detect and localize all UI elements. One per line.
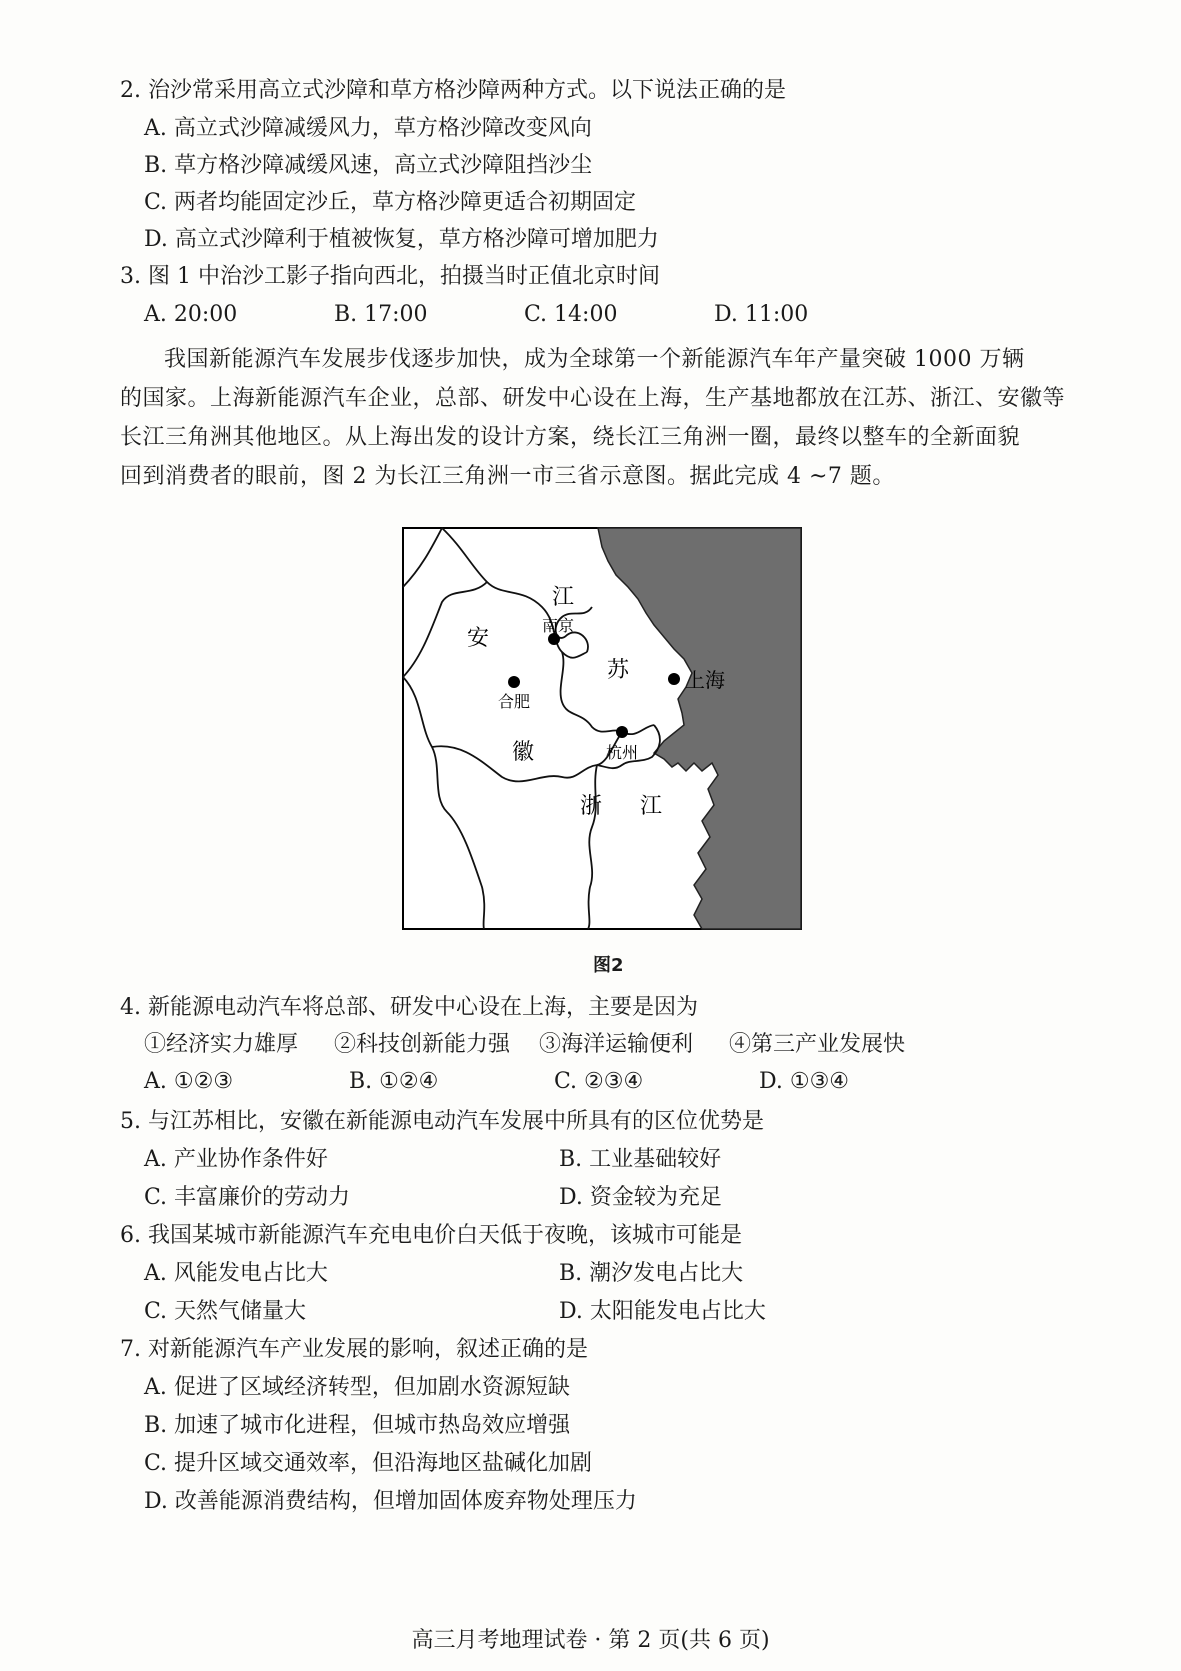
page-footer: 高三月考地理试卷 · 第 2 页(共 6 页) xyxy=(411,1628,770,1653)
question-5-option-a: A. 产业协作条件好 xyxy=(144,1147,328,1172)
question-5-option-b: B. 工业基础较好 xyxy=(559,1147,722,1172)
yangtze-delta-map xyxy=(402,527,802,930)
question-7-option-d: D. 改善能源消费结构，但增加固体废弃物处理压力 xyxy=(144,1489,637,1514)
label-hangzhou: 杭州 xyxy=(606,743,639,762)
question-2-option-a: A. 高立式沙障减缓风力，草方格沙障改变风向 xyxy=(144,116,592,141)
label-jiang-south: 江 xyxy=(640,794,663,819)
intro-line-4: 回到消费者的眼前，图 2 为长江三角洲一市三省示意图。据此完成 4 ~7 题。 xyxy=(120,464,895,489)
label-hui: 徽 xyxy=(512,740,535,765)
question-4-option-c: C. ②③④ xyxy=(554,1069,644,1094)
intro-paragraph xyxy=(120,340,1080,496)
question-6-options-row2 xyxy=(144,1297,766,1327)
question-5-option-d: D. 资金较为充足 xyxy=(559,1185,722,1210)
question-6-option-a: A. 风能发电占比大 xyxy=(144,1261,328,1286)
question-4-option-d: D. ①③④ xyxy=(759,1069,850,1094)
map-svg xyxy=(402,527,802,930)
question-7-option-b: B. 加速了城市化进程，但城市热岛效应增强 xyxy=(144,1413,571,1438)
question-5-option-c: C. 丰富廉价的劳动力 xyxy=(144,1185,351,1210)
label-jiang-north: 江 xyxy=(552,585,575,610)
question-6-option-b: B. 潮汐发电占比大 xyxy=(559,1261,744,1286)
question-3-stem: 3. 图 1 中治沙工影子指向西北，拍摄当时正值北京时间 xyxy=(120,264,660,289)
question-2-stem: 2. 治沙常采用高立式沙障和草方格沙障两种方式。以下说法正确的是 xyxy=(120,78,786,103)
statement-3: ③海洋运输便利 xyxy=(539,1032,694,1057)
question-3-option-a: A. 20:00 xyxy=(144,302,238,327)
figure-caption: 图2 xyxy=(593,955,624,976)
question-6-stem: 6. 我国某城市新能源汽车充电电价白天低于夜晚，该城市可能是 xyxy=(120,1223,742,1248)
label-su: 苏 xyxy=(607,658,630,683)
question-3-option-b: B. 17:00 xyxy=(334,302,428,327)
label-shanghai: 上海 xyxy=(685,668,725,692)
question-5-stem: 5. 与江苏相比，安徽在新能源电动汽车发展中所具有的区位优势是 xyxy=(120,1109,764,1134)
question-7-stem: 7. 对新能源汽车产业发展的影响，叙述正确的是 xyxy=(120,1337,588,1362)
question-2-option-c: C. 两者均能固定沙丘，草方格沙障更适合初期固定 xyxy=(144,190,637,215)
question-3-options xyxy=(144,300,874,330)
question-3-option-d: D. 11:00 xyxy=(714,302,809,327)
question-6-options-row1 xyxy=(144,1259,743,1289)
intro-line-2: 的国家。上海新能源汽车企业，总部、研发中心设在上海，生产基地都放在江苏、浙江、安徽等 xyxy=(120,386,1066,411)
hefei-dot xyxy=(508,676,520,688)
question-3-option-c: C. 14:00 xyxy=(524,302,618,327)
question-2-option-b: B. 草方格沙障减缓风速，高立式沙障阻挡沙尘 xyxy=(144,153,593,178)
hangzhou-dot xyxy=(616,726,628,738)
question-4-option-a: A. ①②③ xyxy=(144,1069,234,1094)
statement-2: ②科技创新能力强 xyxy=(334,1032,511,1057)
question-6-option-c: C. 天然气储量大 xyxy=(144,1299,307,1324)
statement-1: ①经济实力雄厚 xyxy=(144,1032,299,1057)
intro-line-3: 长江三角洲其他地区。从上海出发的设计方案，绕长江三角洲一圈，最终以整车的全新面貌 xyxy=(120,425,1021,450)
question-5-options-row1 xyxy=(144,1145,721,1175)
question-2-option-d: D. 高立式沙障利于植被恢复，草方格沙障可增加肥力 xyxy=(144,227,659,252)
question-7-option-c: C. 提升区域交通效率，但沿海地区盐碱化加剧 xyxy=(144,1451,593,1476)
label-hefei: 合肥 xyxy=(498,692,531,711)
question-5-options-row2 xyxy=(144,1183,722,1213)
label-zhe: 浙 xyxy=(580,794,603,819)
question-6-option-d: D. 太阳能发电占比大 xyxy=(559,1299,766,1324)
statement-4: ④第三产业发展快 xyxy=(729,1032,906,1057)
label-nanjing: 南京 xyxy=(542,616,575,635)
question-7-option-a: A. 促进了区域经济转型，但加剧水资源短缺 xyxy=(144,1375,570,1400)
question-4-option-b: B. ①②④ xyxy=(349,1069,439,1094)
question-4-statements xyxy=(144,1030,929,1060)
shanghai-dot xyxy=(668,673,680,685)
question-4-options xyxy=(144,1067,919,1097)
question-4-stem: 4. 新能源电动汽车将总部、研发中心设在上海，主要是因为 xyxy=(120,995,698,1020)
intro-line-1: 我国新能源汽车发展步伐逐步加快，成为全球第一个新能源汽车年产量突破 1000 万辆 xyxy=(164,347,1025,372)
label-an: 安 xyxy=(467,626,490,651)
